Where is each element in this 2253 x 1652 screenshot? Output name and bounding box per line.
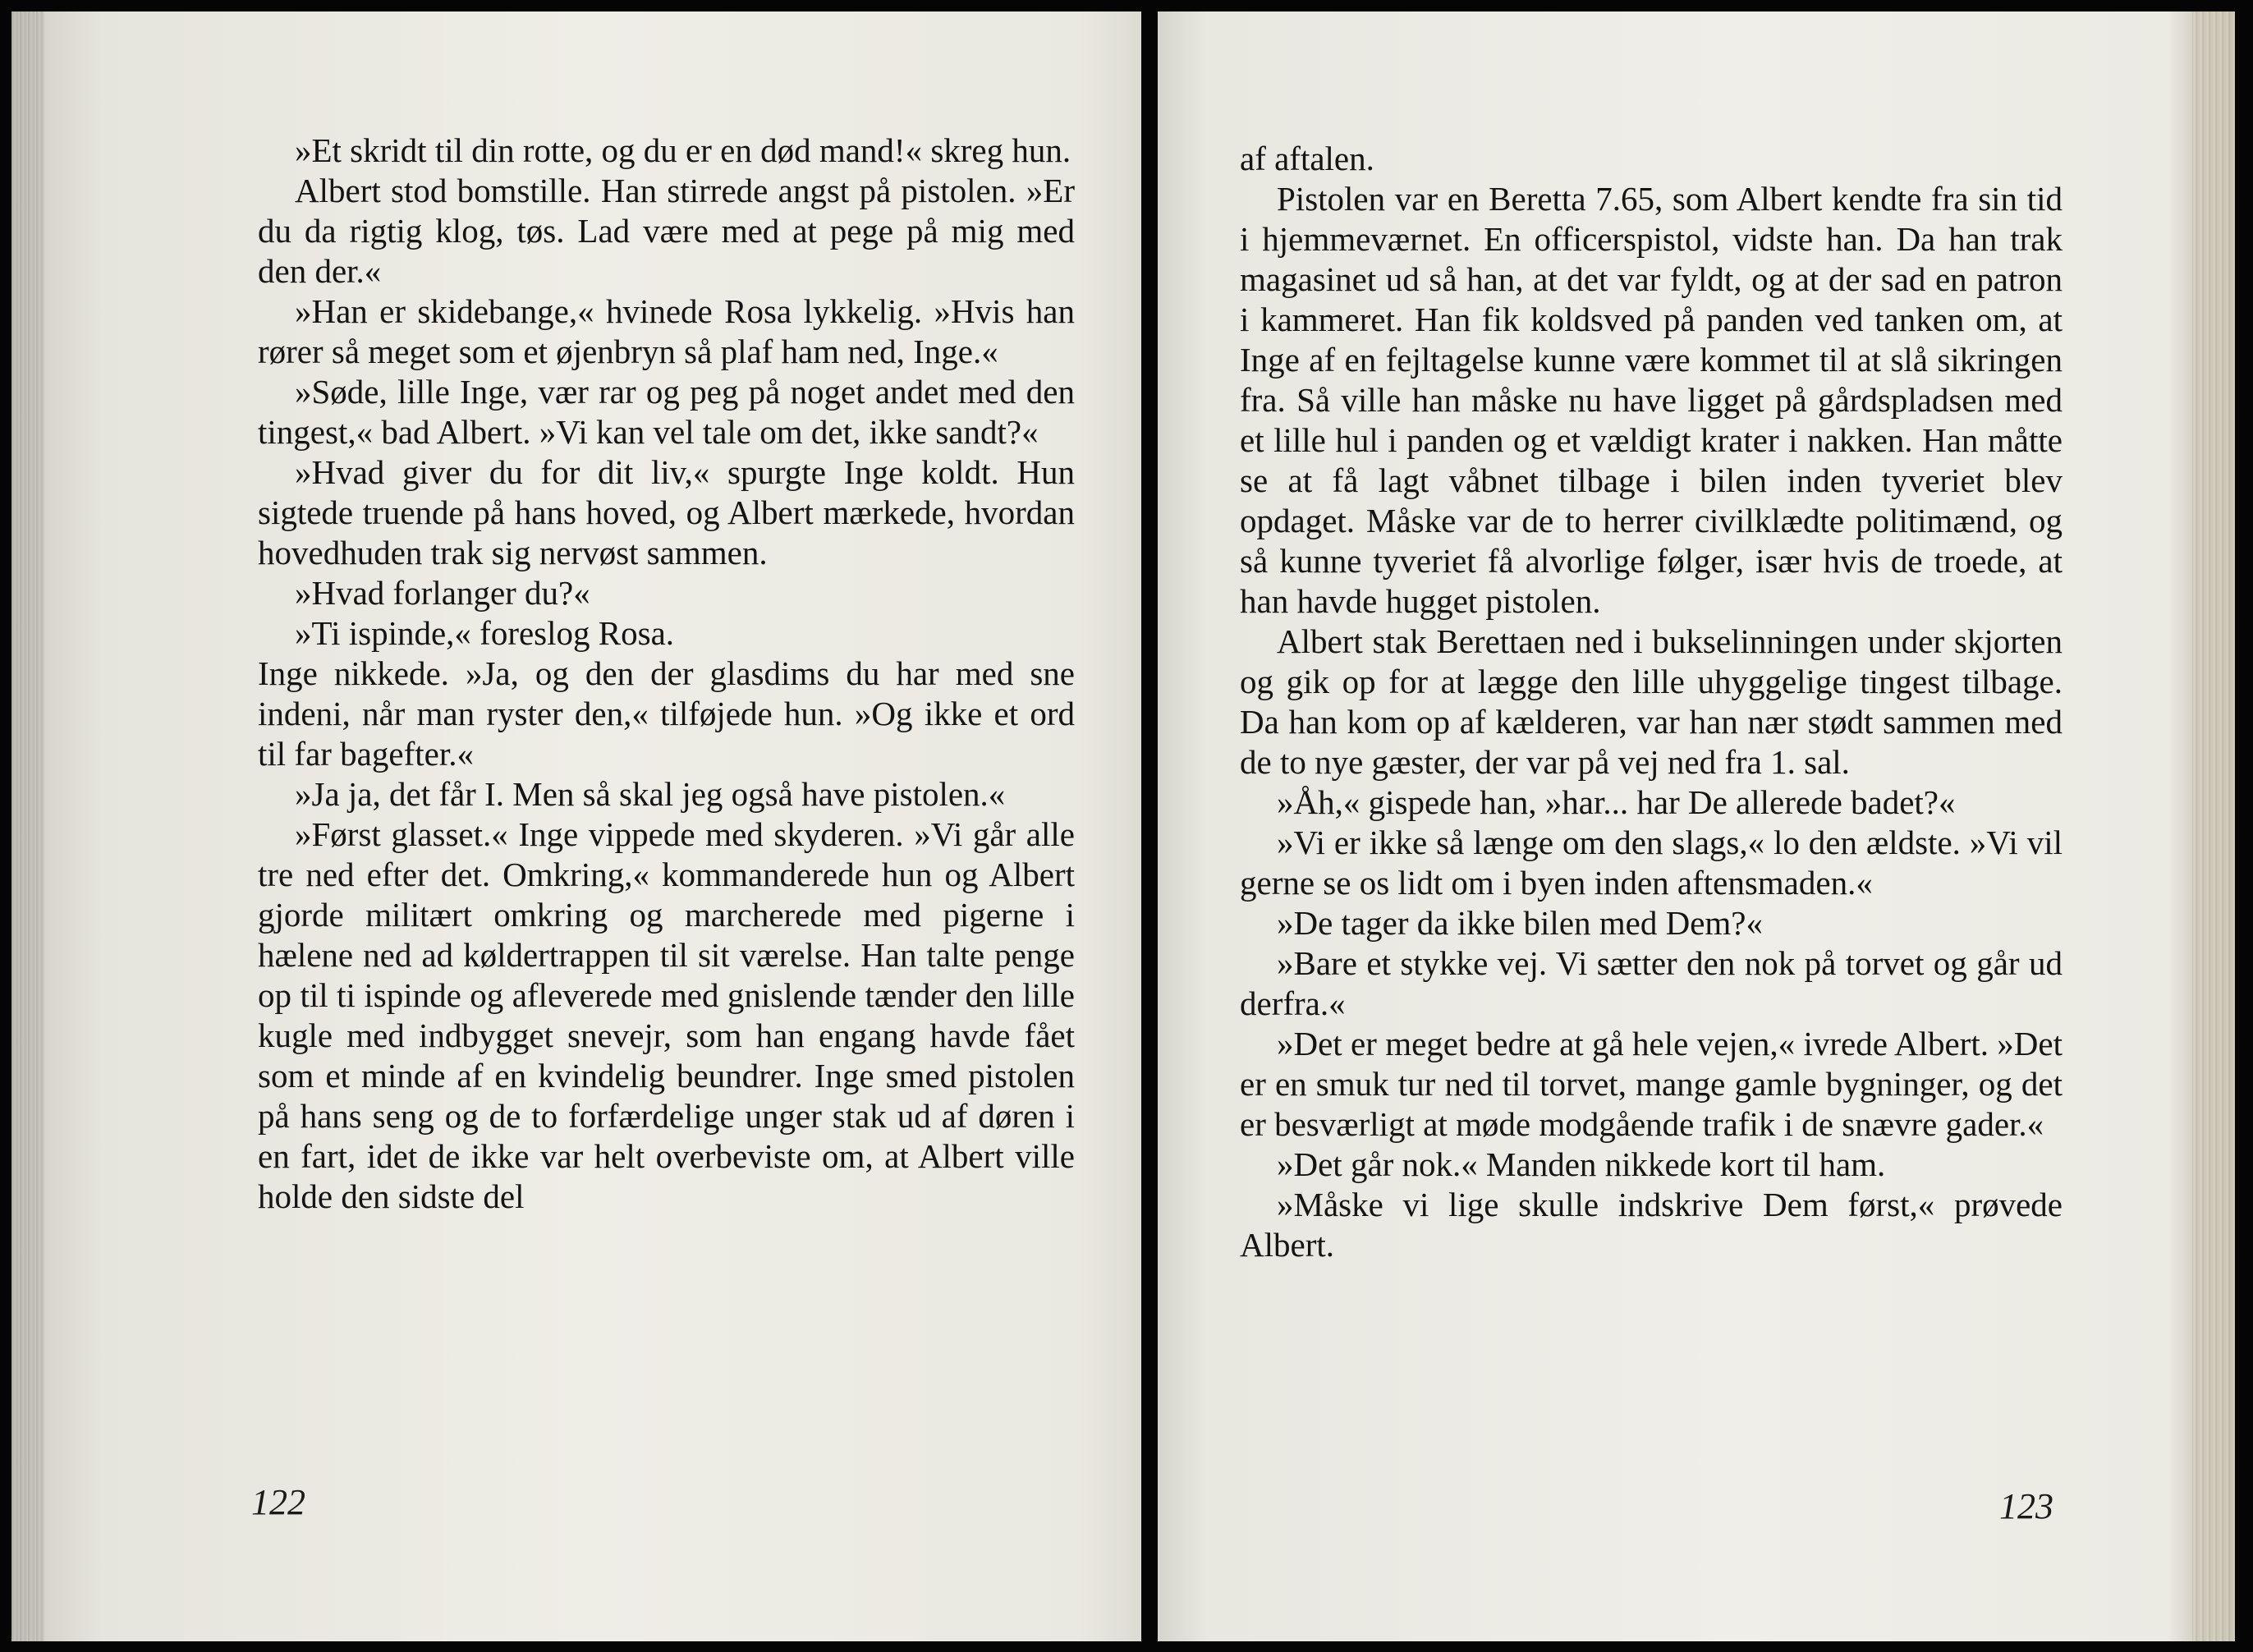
page-number: 122 <box>251 1482 305 1522</box>
page-edge <box>2192 11 2235 1641</box>
page-edge <box>11 11 44 1641</box>
paragraph: »Hvad forlanger du?« <box>295 574 590 612</box>
left-page-text <box>258 131 1075 1217</box>
paragraph: af aftalen. <box>1240 140 1374 177</box>
paragraph: »Vi er ikke så længe om den slags,« lo den ældste. »Vi vil gerne se os lidt om i byen inden aftensmaden.« <box>1240 824 2063 902</box>
paragraph: »Søde, lille Inge, vær rar og peg på noget andet med den tingest,« bad Albert. »Vi kan vel tale om det, ikke sandt?« <box>258 373 1075 451</box>
paragraph: Albert stak Berettaen ned i bukselinningen under skjorten og gik op for at lægge den lille uhyggelige tingest tilbage. Da han kom op af kælderen, var han nær stødt sammen med de to nye gæster, der var på vej ned fra 1. sal. <box>1240 622 2063 781</box>
paragraph: »Ti ispinde,« foreslog Rosa. <box>295 614 675 652</box>
paragraph: »Han er skidebange,« hvinede Rosa lykkelig. »Hvis han rører så meget som et øjenbryn så plaf ham ned, Inge.« <box>258 292 1075 370</box>
paragraph: »Måske vi lige skulle indskrive Dem først,« prøvede Albert. <box>1240 1186 2063 1264</box>
right-page <box>1158 11 2235 1641</box>
paragraph: Inge nikkede. »Ja, og den der glasdims du har med sne indeni, når man ryster den,« tilføjede hun. »Og ikke et ord til far bagefter.« <box>258 654 1075 773</box>
paragraph: »Bare et stykke vej. Vi sætter den nok på torvet og går ud derfra.« <box>1240 944 2063 1022</box>
paragraph: »De tager da ikke bilen med Dem?« <box>1277 904 1763 942</box>
paragraph: »Det er meget bedre at gå hele vejen,« ivrede Albert. »Det er en smuk tur ned til torvet, mange gamle bygninger, og det er besværligt at møde modgående trafik i de snævre gader.« <box>1240 1025 2063 1143</box>
paragraph: Albert stod bomstille. Han stirrede angst på pistolen. »Er du da rigtig klog, tøs. Lad være med at pege på mig med den der.« <box>258 172 1075 290</box>
paragraph: »Først glasset.« Inge vippede med skyderen. »Vi går alle tre ned efter det. Omkring,« kommanderede hun og Albert gjorde militært omkring og marcherede med pigerne i hælene ned ad køldertrappen til sit værelse. Han talte penge op til ti ispinde og afleverede med gnislende tænder den lille kugle med indbygget snevejr, som han engang havde fået som et minde af en kvindelig beundrer. Inge smed pistolen på hans seng og de to forfærdelige unger stak ud af døren i en fart, idet de ikke var helt overbeviste om, at Albert ville holde den sidste del <box>258 815 1075 1215</box>
paragraph: »Ja ja, det får I. Men så skal jeg også have pistolen.« <box>295 775 1006 813</box>
paragraph: »Åh,« gispede han, »har... har De allerede badet?« <box>1277 783 1956 821</box>
paragraph: »Hvad giver du for dit liv,« spurgte Inge koldt. Hun sigtede truende på hans hoved, og Albert mærkede, hvordan hovedhuden trak sig nervøst sammen. <box>258 453 1075 571</box>
page-number: 123 <box>1999 1486 2053 1526</box>
paragraph: »Det går nok.« Manden nikkede kort til ham. <box>1277 1145 1886 1183</box>
paragraph: Pistolen var en Beretta 7.65, som Albert kendte fra sin tid i hjemmeværnet. En officerspistol, vidste han. Da han trak magasinet ud så han, at det var fyldt, og at der sad en patron i kammeret. Han fik koldsved på panden ved tanken om, at Inge af en fejltagelse kunne være kommet til at slå sikringen fra. Så ville han måske nu have ligget på gårdspladsen med et lille hul i panden og et vældigt krater i nakken. Han måtte se at få lagt våbnet tilbage i bilen inden tyveriet blev opdaget. Måske var de to herrer civilklædte politimænd, og så kunne tyveriet få alvorlige følger, især hvis de troede, at han havde hugget pistolen. <box>1240 180 2063 620</box>
right-page-text <box>1240 139 2063 1265</box>
left-page <box>11 11 1141 1641</box>
paragraph: »Et skridt til din rotte, og du er en død mand!« skreg hun. <box>295 131 1071 169</box>
